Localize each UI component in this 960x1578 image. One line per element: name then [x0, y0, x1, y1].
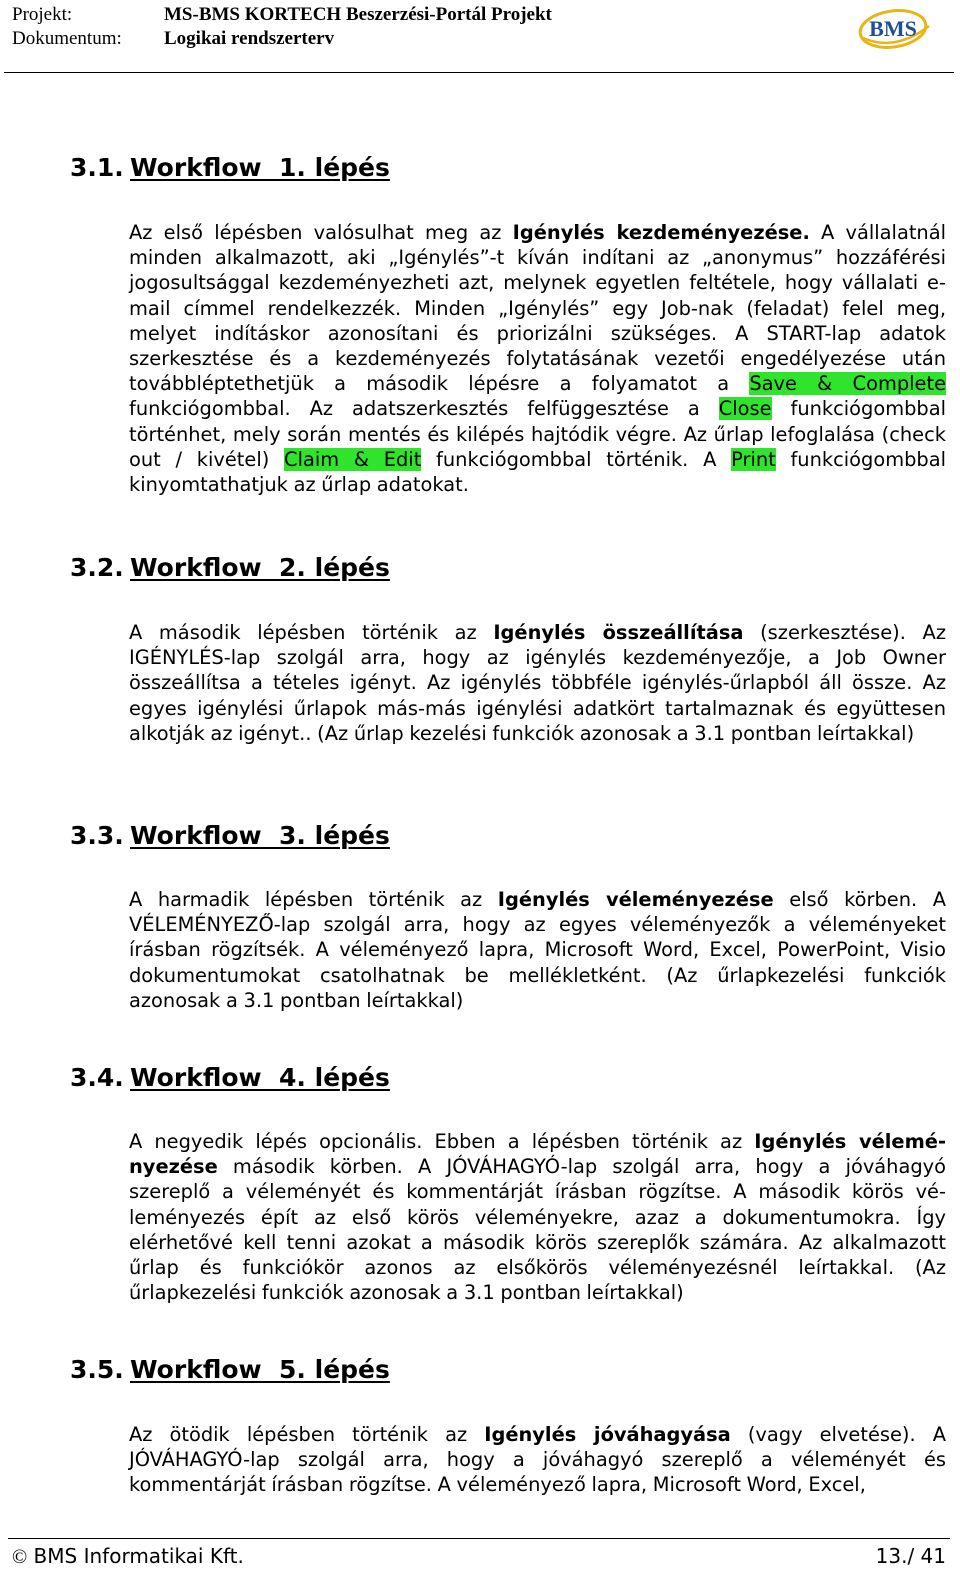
- section-paragraph-3-1: [129, 220, 946, 497]
- paragraph-text: funkciógombbal. Az adatszerkesztés felfüggesztése a: [129, 397, 719, 421]
- section-number: 3.4.: [70, 1063, 124, 1092]
- footer-company: [12, 1543, 244, 1570]
- bold-term: Igénylés jóváhagyása: [484, 1423, 731, 1446]
- section-paragraph-3-5: [129, 1422, 946, 1498]
- page-header: [0, 0, 960, 74]
- section-number: 3.3.: [70, 821, 124, 850]
- paragraph-text: második körben. A JÓVÁHAGYÓ-lap szolgál arra, hogy a jóváhagyó szereplő a véleményét és kommentárját írásban rögzítse. A második körös véleményezés épít az első körös véleményekre, azaz a dokumentumokra. Így elérhetővé kell tenni azokat a második körös szereplők számára. Az alkalmazott űrlap és funkciókör azonos az elsőkörös véleményezésnél leírtakkal. (Az űrlapkezelési funkciók azonosak a 3.1 pontban leírtakkal): [129, 1155, 946, 1305]
- function-button-name: Print: [731, 447, 776, 471]
- paragraph-text: A harmadik lépésben történik az: [129, 888, 498, 911]
- function-button-name: Close: [718, 397, 772, 421]
- paragraph-text: funkciógombbal történhet, mely során mentés és kilépés hajtódik végre. Az űrlap lefoglalása (check out / kivétel): [129, 397, 946, 471]
- paragraph-text: A vállalatnál minden alkalmazott, aki „Igénylés”-t kíván indítani az „anonymus” hozzáférési jogosultsággal kezdeményezheti azt, melynek egyetlen feltétele, hogy vállalati e-mail címmel rendelkezzék. Minden „Igénylés” egy Job-nak (feladat) felel meg, melyet indításkor azonosítani és priorizálni szükséges. A START-lap adatok szerkesztése és a kezdeményezés folytatásának vezetői engedélyezése után továbbléptethetjük a második lépésre a folyamatot a: [129, 221, 946, 396]
- header-divider: [4, 72, 954, 73]
- section-number: 3.1.: [70, 153, 124, 182]
- function-button-name: Save & Complete: [749, 372, 946, 396]
- project-label: Projekt:: [12, 4, 73, 25]
- paragraph-text: A negyedik lépés opcionális. Ebben a lépésben történik az: [129, 1130, 755, 1153]
- section-title: Workflow 2. lépés: [130, 553, 390, 582]
- paragraph-text: (szerkesztése). Az IGÉNYLÉS-lap szolgál arra, hogy az igénylés kezdeményezője, a Job Owner összeállítsa a tételes igényt. Az igénylés többféle igénylés-űrlapból áll össze. Az egyes igénylési űrlapok más-más igénylési adatkört tartalmaznak és együttesen alkotják az igényt.. (Az űrlap kezelési funkciók azonosak a 3.1 pontban leírtakkal): [129, 621, 946, 745]
- section-title: Workflow 4. lépés: [130, 1063, 390, 1092]
- paragraph-text: funkciógombbal történik. A: [421, 447, 732, 471]
- section-heading-3-3: [70, 821, 390, 851]
- section-heading-3-5: [70, 1355, 390, 1385]
- company-name: BMS Informatikai Kft.: [27, 1544, 244, 1568]
- paragraph-text: Az ötödik lépésben történik az: [129, 1423, 485, 1446]
- bms-logo: [855, 4, 935, 54]
- page-number: 13./ 41: [875, 1544, 946, 1568]
- section-title: Workflow 5. lépés: [130, 1355, 390, 1384]
- section-title: Workflow 3. lépés: [130, 821, 390, 850]
- paragraph-text: funkciógombbal kinyomtathatjuk az űrlap adatokat.: [129, 447, 946, 497]
- section-heading-3-2: [70, 553, 390, 583]
- function-button-name: Claim & Edit: [284, 447, 422, 471]
- bold-term: Igénylés összeállítása: [493, 621, 744, 644]
- logo-text: BMS: [869, 16, 917, 41]
- paragraph-text: első körben. A VÉLEMÉNYEZŐ-lap szolgál arra, hogy az egyes véleményezők a véleményeket írásban rögzítsék. A véleményező lapra, Microsoft Word, Excel, PowerPoint, Visio dokumentumokat csatolhatnak be mellékletként. (Az űrlapkezelési funkciók azonosak a 3.1 pontban leírtakkal): [129, 888, 946, 1012]
- copyright-symbol: ©: [12, 1546, 28, 1568]
- bold-term: Igénylés véleményezése: [129, 1130, 946, 1179]
- bold-term: Igénylés kezdeményezése.: [512, 221, 810, 244]
- project-value: MS-BMS KORTECH Beszerzési-Portál Projekt: [164, 4, 552, 25]
- section-number: 3.2.: [70, 553, 124, 582]
- footer-divider: [8, 1538, 950, 1539]
- paragraph-text: Az első lépésben valósulhat meg az: [129, 221, 513, 244]
- section-paragraph-3-4: [129, 1129, 946, 1305]
- section-title: Workflow 1. lépés: [130, 153, 390, 182]
- paragraph-text: (vagy elvetése). A JÓVÁHAGYÓ-lap szolgál arra, hogy a jóváhagyó szereplő a véleményét és kommentárját írásban rögzítse. A véleményező lapra, Microsoft Word, Excel,: [129, 1423, 946, 1497]
- section-paragraph-3-3: [129, 887, 946, 1013]
- document-value: Logikai rendszerterv: [164, 28, 335, 49]
- section-heading-3-4: [70, 1063, 390, 1093]
- section-heading-3-1: [70, 153, 390, 183]
- bold-term: Igénylés véleményezése: [497, 888, 774, 911]
- section-paragraph-3-2: [129, 620, 946, 746]
- paragraph-text: A második lépésben történik az: [129, 621, 494, 644]
- document-label: Dokumentum:: [12, 28, 122, 49]
- section-number: 3.5.: [70, 1355, 124, 1384]
